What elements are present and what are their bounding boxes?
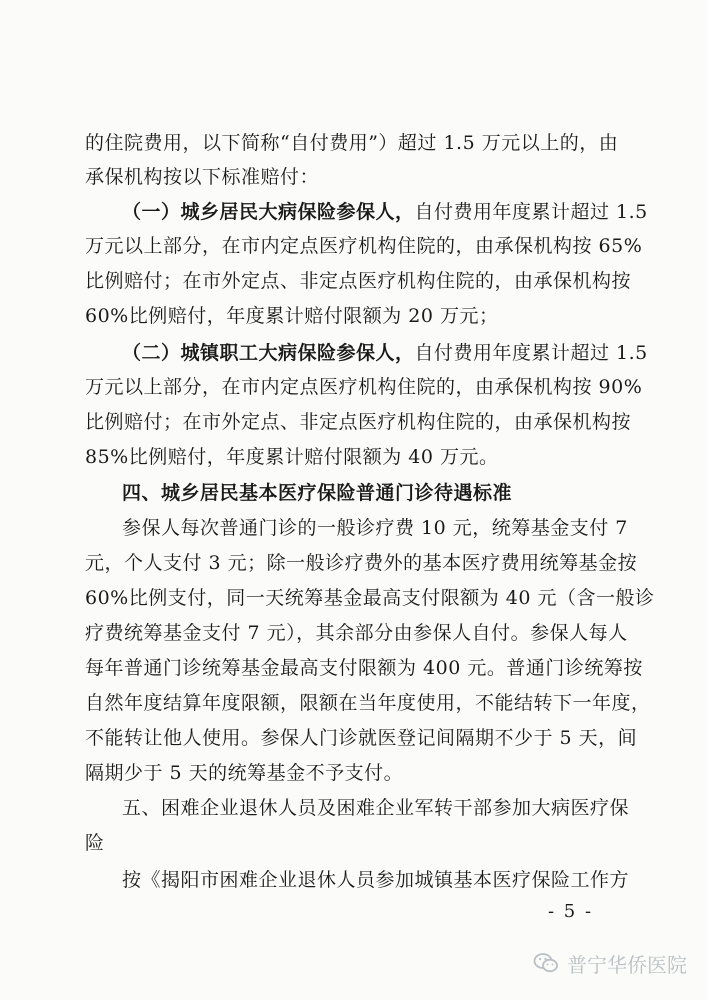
paragraph-line: 60%比例赔付，年度累计赔付限额为 20 万元； <box>85 305 499 327</box>
item-one-lead: （一）城乡居民大病保险参保人， <box>122 201 415 223</box>
section-five-heading: 五、困难企业退休人员及困难企业军转干部参加大病医疗保 <box>122 797 630 819</box>
item-one-first-line <box>122 200 648 224</box>
paragraph-line: 元，个人支付 3 元；除一般诊疗费外的基本医疗费用统筹基金按 <box>85 552 638 574</box>
item-two-first-line <box>122 341 648 365</box>
paragraph-line: 比例赔付；在市外定点、非定点医疗机构住院的，由承保机构按 <box>85 270 632 292</box>
item-one-rest: 自付费用年度累计超过 1.5 <box>414 201 648 223</box>
section-four-heading: 四、城乡居民基本医疗保险普通门诊待遇标准 <box>122 482 513 504</box>
paragraph-line: 比例赔付；在市外定点、非定点医疗机构住院的，由承保机构按 <box>85 411 632 433</box>
watermark-text: 普宁华侨医院 <box>567 952 687 977</box>
paragraph-line: 85%比例赔付，年度累计赔付限额为 40 万元。 <box>85 446 499 468</box>
paragraph-line: 的住院费用，以下简称“自付费用”）超过 1.5 万元以上的，由 <box>85 132 619 154</box>
item-two-rest: 自付费用年度累计超过 1.5 <box>414 342 648 364</box>
wechat-icon <box>533 950 559 976</box>
item-two-lead: （二）城镇职工大病保险参保人， <box>122 342 415 364</box>
section-five-heading-cont: 险 <box>85 832 105 854</box>
paragraph-line: 按《揭阳市困难企业退休人员参加城镇基本医疗保险工作方 <box>122 869 630 891</box>
wechat-watermark <box>533 948 687 978</box>
paragraph-line: 万元以上部分，在市内定点医疗机构住院的，由承保机构按 90% <box>85 376 643 398</box>
paragraph-line: 参保人每次普通门诊的一般诊疗费 10 元，统筹基金支付 7 <box>122 517 628 539</box>
paragraph-line: 每年普通门诊统筹基金最高支付限额为 400 元。普通门诊统筹按 <box>85 657 643 679</box>
paragraph-line: 万元以上部分，在市内定点医疗机构住院的，由承保机构按 65% <box>85 235 643 257</box>
paragraph-line: 60%比例支付，同一天统筹基金最高支付限额为 40 元（含一般诊 <box>85 587 655 609</box>
paragraph-line: 自然年度结算年度限额，限额在当年度使用，不能结转下一年度， <box>85 692 651 714</box>
paragraph-line: 疗费统筹基金支付 7 元），其余部分由参保人自付。参保人每人 <box>85 622 628 644</box>
paragraph-line: 承保机构按以下标准赔付： <box>85 166 320 188</box>
paragraph-line: 不能转让他人使用。参保人门诊就医登记间隔期不少于 5 天，间 <box>85 727 638 749</box>
page-number: - 5 - <box>548 901 594 922</box>
paragraph-line: 隔期少于 5 天的统筹基金不予支付。 <box>85 762 404 784</box>
